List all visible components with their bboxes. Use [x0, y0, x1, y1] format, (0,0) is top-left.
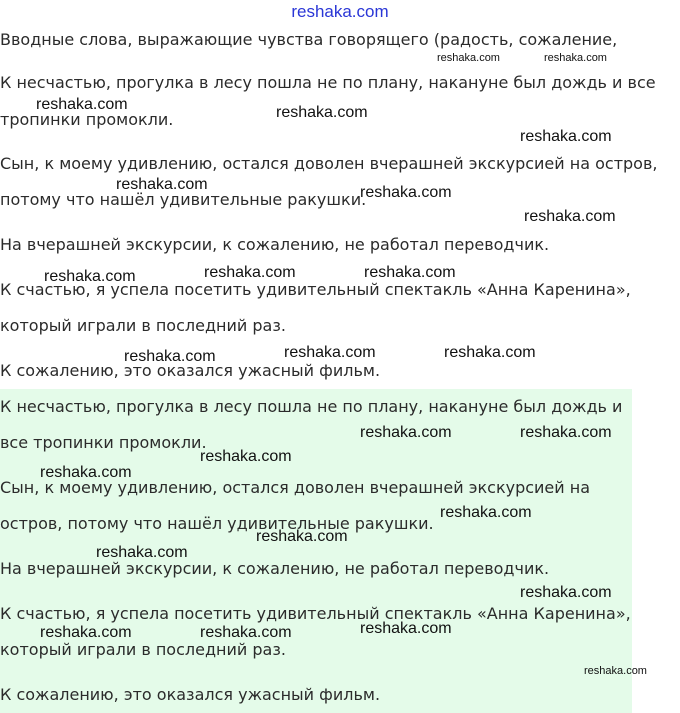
watermark: reshaka.com — [544, 52, 607, 64]
watermark: reshaka.com — [124, 348, 216, 365]
answer-line-8: К сожалению, это оказался ужасный фильм. — [0, 685, 381, 704]
example-line-6: К счастью, я успела посетить удивительный спектакль «Анна Каренина», — [0, 280, 631, 299]
watermark: reshaka.com — [200, 448, 292, 465]
example-line-8: К сожалению, это оказался ужасный фильм. — [0, 361, 381, 380]
answer-line-5: На вчерашней экскурсии, к сожалению, не работал переводчик. — [0, 559, 550, 578]
watermark: reshaka.com — [524, 208, 616, 225]
watermark: reshaka.com — [360, 184, 452, 201]
watermark: reshaka.com — [256, 528, 348, 545]
watermark: reshaka.com — [284, 344, 376, 361]
watermark: reshaka.com — [360, 424, 452, 441]
answer-line-1: К несчастью, прогулка в лесу пошла не по плану, накануне был дождь и — [0, 397, 623, 416]
watermark: reshaka.com — [440, 504, 532, 521]
example-line-7: который играли в последний раз. — [0, 316, 286, 335]
watermark: reshaka.com — [200, 624, 292, 641]
watermark: reshaka.com — [44, 268, 136, 285]
watermark: reshaka.com — [204, 264, 296, 281]
watermark: reshaka.com — [96, 544, 188, 561]
watermark: reshaka.com — [437, 52, 500, 64]
example-line-5: На вчерашней экскурсии, к сожалению, не работал переводчик. — [0, 235, 550, 254]
watermark: reshaka.com — [520, 584, 612, 601]
answer-line-4: остров, потому что нашёл удивительные ракушки. — [0, 514, 434, 533]
watermark: reshaka.com — [584, 665, 647, 677]
example-line-3: Сын, к моему удивлению, остался доволен вчерашней экскурсией на остров, — [0, 154, 658, 173]
watermark: reshaka.com — [276, 104, 368, 121]
watermark: reshaka.com — [444, 344, 536, 361]
watermark: reshaka.com — [116, 176, 208, 193]
watermark: reshaka.com — [360, 620, 452, 637]
example-line-2: тропинки промокли. — [0, 110, 174, 129]
answer-line-2: все тропинки промокли. — [0, 433, 207, 452]
watermark: reshaka.com — [36, 96, 128, 113]
intro-text: Вводные слова, выражающие чувства говорящего (радость, сожаление, — [0, 30, 618, 49]
watermark: reshaka.com — [364, 264, 456, 281]
example-line-4: потому что нашёл удивительные ракушки. — [0, 190, 367, 209]
example-line-1: К несчастью, прогулка в лесу пошла не по плану, накануне был дождь и все — [0, 73, 656, 92]
answer-line-3: Сын, к моему удивлению, остался доволен вчерашней экскурсией на — [0, 478, 591, 497]
watermark: reshaka.com — [40, 624, 132, 641]
answer-line-6: К счастью, я успела посетить удивительный спектакль «Анна Каренина», — [0, 604, 631, 623]
answer-line-7: который играли в последний раз. — [0, 640, 286, 659]
site-header-link[interactable]: reshaka.com — [291, 2, 389, 21]
watermark: reshaka.com — [520, 128, 612, 145]
watermark: reshaka.com — [520, 424, 612, 441]
watermark: reshaka.com — [40, 464, 132, 481]
